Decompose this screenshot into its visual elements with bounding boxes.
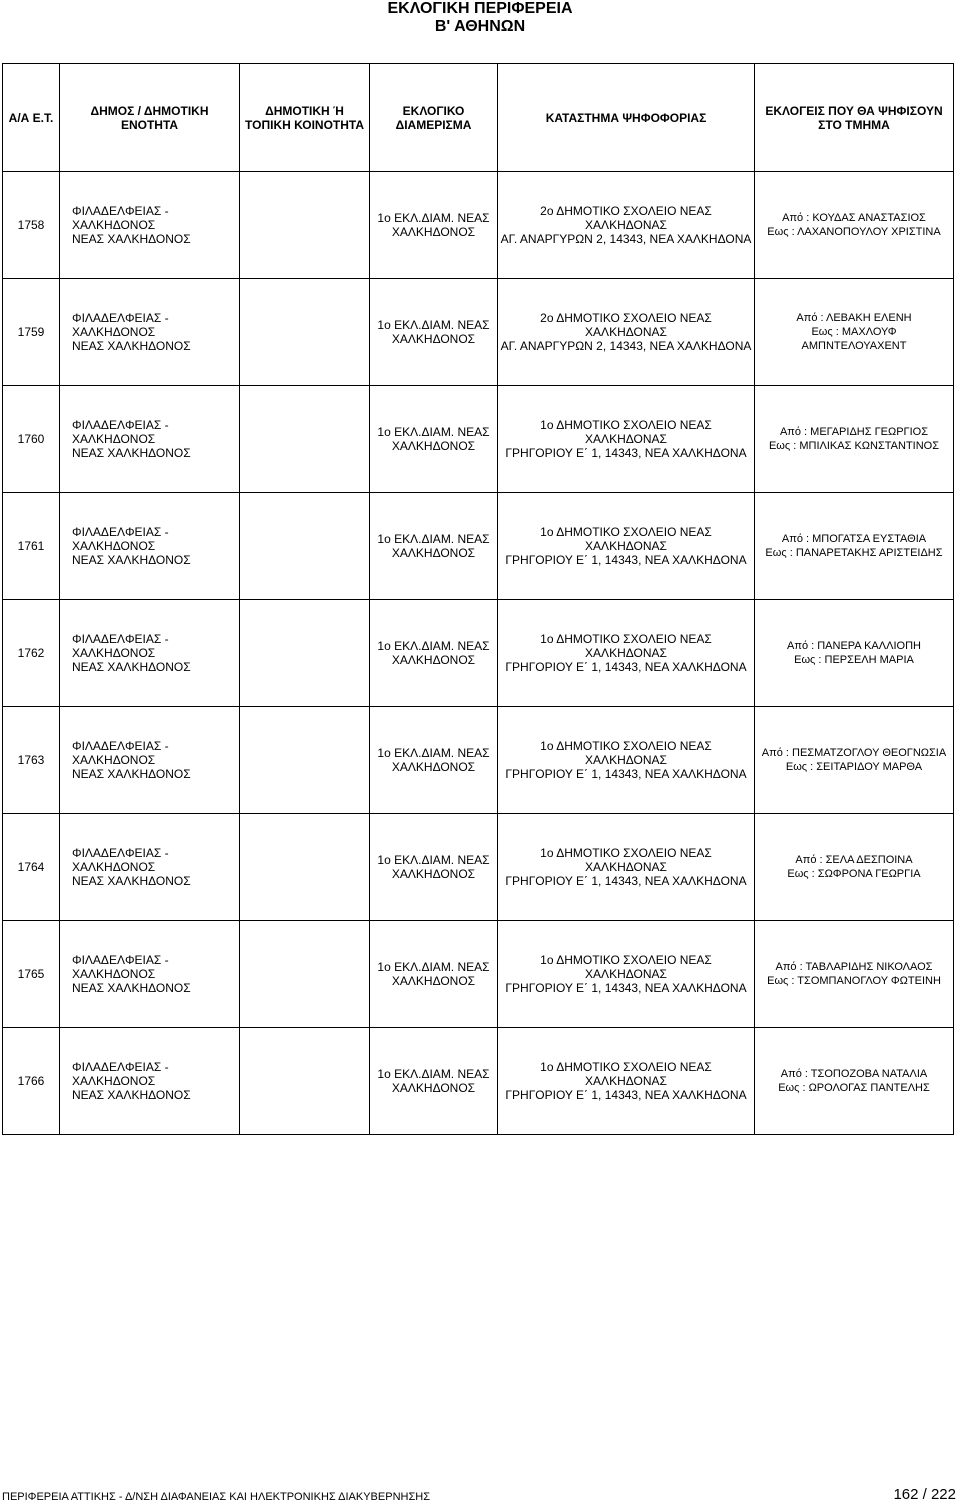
- voters-line: Από : ΜΕΓΑΡΙΔΗΣ ΓΕΩΡΓΙΟΣ: [779, 426, 929, 438]
- table-header-row: [3, 64, 954, 172]
- cell-community: [240, 493, 370, 600]
- voters-line: Εως : ΛΑΧΑΝΟΠΟΥΛΟΥ ΧΡΙΣΤΙΝΑ: [767, 226, 941, 238]
- table-row: [3, 1028, 954, 1135]
- cell-district: [370, 707, 498, 814]
- cell-station: [498, 279, 755, 386]
- district-line: 1ο ΕΚΛ.ΔΙΑΜ. ΝΕΑΣ: [377, 746, 490, 760]
- station-line: ΓΡΗΓΟΡΙΟΥ Ε΄ 1, 14343, ΝΕΑ ΧΑΛΚΗΔΟΝΑ: [505, 874, 747, 888]
- voters-line: Εως : ΩΡΟΛΟΓΑΣ ΠΑΝΤΕΛΗΣ: [778, 1082, 930, 1094]
- municipality-line: ΦΙΛΑΔΕΛΦΕΙΑΣ -: [72, 846, 169, 860]
- footer-organization: ΠΕΡΙΦΕΡΕΙΑ ΑΤΤΙΚΗΣ - Δ/ΝΣΗ ΔΙΑΦΑΝΕΙΑΣ ΚΑΙ ΗΛΕΚΤΡΟΝΙΚΗΣ ΔΙΑΚΥΒΕΡΝΗΣΗΣ: [2, 1491, 431, 1503]
- column-header-station: ΚΑΤΑΣΤΗΜΑ ΨΗΦΟΦΟΡΙΑΣ: [498, 64, 755, 172]
- municipality-line: ΦΙΛΑΔΕΛΦΕΙΑΣ -: [72, 1060, 169, 1074]
- cell-index: 1762: [3, 600, 60, 707]
- cell-district: [370, 921, 498, 1028]
- cell-district: [370, 1028, 498, 1135]
- station-line: 1ο ΔΗΜΟΤΙΚΟ ΣΧΟΛΕΙΟ ΝΕΑΣ: [540, 418, 712, 432]
- cell-district: [370, 279, 498, 386]
- municipality-line: ΝΕΑΣ ΧΑΛΚΗΔΟΝΟΣ: [72, 232, 191, 246]
- cell-district: [370, 493, 498, 600]
- district-line: 1ο ΕΚΛ.ΔΙΑΜ. ΝΕΑΣ: [377, 532, 490, 546]
- station-line: 2ο ΔΗΜΟΤΙΚΟ ΣΧΟΛΕΙΟ ΝΕΑΣ: [540, 311, 712, 325]
- voters-line: ΑΜΠΝΤΕΛΟΥΑΧΕΝΤ: [801, 340, 907, 352]
- cell-station: [498, 493, 755, 600]
- voters-line: Εως : ΤΣΟΜΠΑΝΟΓΛΟΥ ΦΩΤΕΙΝΗ: [767, 975, 941, 987]
- station-line: ΓΡΗΓΟΡΙΟΥ Ε΄ 1, 14343, ΝΕΑ ΧΑΛΚΗΔΟΝΑ: [505, 981, 747, 995]
- table-row: [3, 707, 954, 814]
- municipality-line: ΦΙΛΑΔΕΛΦΕΙΑΣ -: [72, 525, 169, 539]
- municipality-line: ΧΑΛΚΗΔΟΝΟΣ: [72, 1074, 156, 1088]
- voters-line: Εως : ΜΠΙΛΙΚΑΣ ΚΩΝΣΤΑΝΤΙΝΟΣ: [768, 440, 940, 452]
- station-line: ΓΡΗΓΟΡΙΟΥ Ε΄ 1, 14343, ΝΕΑ ΧΑΛΚΗΔΟΝΑ: [505, 446, 747, 460]
- station-line: ΧΑΛΚΗΔΟΝΑΣ: [585, 967, 667, 981]
- cell-district: [370, 172, 498, 279]
- cell-district: [370, 600, 498, 707]
- municipality-line: ΧΑΛΚΗΔΟΝΟΣ: [72, 967, 156, 981]
- district-line: ΧΑΛΚΗΔΟΝΟΣ: [391, 653, 476, 667]
- voters-line: Από : ΤΑΒΛΑΡΙΔΗΣ ΝΙΚΟΛΑΟΣ: [775, 961, 933, 973]
- municipality-line: ΦΙΛΑΔΕΛΦΕΙΑΣ -: [72, 418, 169, 432]
- table-row: [3, 279, 954, 386]
- station-line: 1ο ΔΗΜΟΤΙΚΟ ΣΧΟΛΕΙΟ ΝΕΑΣ: [540, 846, 712, 860]
- cell-index: 1758: [3, 172, 60, 279]
- station-line: ΓΡΗΓΟΡΙΟΥ Ε΄ 1, 14343, ΝΕΑ ΧΑΛΚΗΔΟΝΑ: [505, 767, 747, 781]
- municipality-line: ΝΕΑΣ ΧΑΛΚΗΔΟΝΟΣ: [72, 767, 191, 781]
- cell-community: [240, 814, 370, 921]
- cell-station: [498, 707, 755, 814]
- cell-index: 1763: [3, 707, 60, 814]
- cell-voters: [755, 600, 954, 707]
- column-header-municipality: ΔΗΜΟΣ / ΔΗΜΟΤΙΚΗ ΕΝΟΤΗΤΑ: [60, 64, 240, 172]
- voters-line: Εως : ΣΕΙΤΑΡΙΔΟΥ ΜΑΡΘΑ: [785, 761, 923, 773]
- cell-voters: [755, 493, 954, 600]
- voters-line: Από : ΠΑΝΕΡΑ ΚΑΛΛΙΟΠΗ: [787, 640, 921, 652]
- municipality-line: ΧΑΛΚΗΔΟΝΟΣ: [72, 860, 156, 874]
- district-line: 1ο ΕΚΛ.ΔΙΑΜ. ΝΕΑΣ: [377, 211, 490, 225]
- station-line: 1ο ΔΗΜΟΤΙΚΟ ΣΧΟΛΕΙΟ ΝΕΑΣ: [540, 1060, 712, 1074]
- district-line: 1ο ΕΚΛ.ΔΙΑΜ. ΝΕΑΣ: [377, 960, 490, 974]
- cell-community: [240, 707, 370, 814]
- cell-station: [498, 1028, 755, 1135]
- station-line: 1ο ΔΗΜΟΤΙΚΟ ΣΧΟΛΕΙΟ ΝΕΑΣ: [540, 953, 712, 967]
- voters-line: Εως : ΠΑΝΑΡΕΤΑΚΗΣ ΑΡΙΣΤΕΙΔΗΣ: [765, 547, 943, 559]
- cell-voters: [755, 386, 954, 493]
- municipality-line: ΧΑΛΚΗΔΟΝΟΣ: [72, 325, 156, 339]
- municipality-line: ΝΕΑΣ ΧΑΛΚΗΔΟΝΟΣ: [72, 553, 191, 567]
- cell-municipality: [60, 279, 240, 386]
- cell-community: [240, 600, 370, 707]
- municipality-line: ΧΑΛΚΗΔΟΝΟΣ: [72, 539, 156, 553]
- document-title: ΕΚΛΟΓΙΚΗ ΠΕΡΙΦΕΡΕΙΑ: [387, 0, 573, 17]
- station-line: ΑΓ. ΑΝΑΡΓΥΡΩΝ 2, 14343, ΝΕΑ ΧΑΛΚΗΔΟΝΑ: [500, 232, 752, 246]
- cell-index: 1766: [3, 1028, 60, 1135]
- table-row: [3, 386, 954, 493]
- municipality-line: ΦΙΛΑΔΕΛΦΕΙΑΣ -: [72, 739, 169, 753]
- polling-stations-table: [2, 63, 954, 1135]
- cell-municipality: [60, 386, 240, 493]
- station-line: 2ο ΔΗΜΟΤΙΚΟ ΣΧΟΛΕΙΟ ΝΕΑΣ: [540, 204, 712, 218]
- column-header-voters: ΕΚΛΟΓΕΙΣ ΠΟΥ ΘΑ ΨΗΦΙΣΟΥΝ ΣΤΟ ΤΜΗΜΑ: [755, 64, 954, 172]
- cell-index: 1760: [3, 386, 60, 493]
- column-header-district: ΕΚΛΟΓΙΚΟ ΔΙΑΜΕΡΙΣΜΑ: [370, 64, 498, 172]
- district-line: ΧΑΛΚΗΔΟΝΟΣ: [391, 439, 476, 453]
- cell-voters: [755, 707, 954, 814]
- cell-community: [240, 172, 370, 279]
- station-line: 1ο ΔΗΜΟΤΙΚΟ ΣΧΟΛΕΙΟ ΝΕΑΣ: [540, 739, 712, 753]
- cell-voters: [755, 814, 954, 921]
- station-line: ΧΑΛΚΗΔΟΝΑΣ: [585, 539, 667, 553]
- cell-index: 1765: [3, 921, 60, 1028]
- station-line: ΧΑΛΚΗΔΟΝΑΣ: [585, 432, 667, 446]
- station-line: 1ο ΔΗΜΟΤΙΚΟ ΣΧΟΛΕΙΟ ΝΕΑΣ: [540, 525, 712, 539]
- district-line: 1ο ΕΚΛ.ΔΙΑΜ. ΝΕΑΣ: [377, 425, 490, 439]
- station-line: ΧΑΛΚΗΔΟΝΑΣ: [585, 1074, 667, 1088]
- district-line: 1ο ΕΚΛ.ΔΙΑΜ. ΝΕΑΣ: [377, 853, 490, 867]
- table-row: [3, 921, 954, 1028]
- voters-line: Εως : ΠΕΡΣΕΛΗ ΜΑΡΙΑ: [794, 654, 914, 666]
- voters-line: Από : ΛΕΒΑΚΗ ΕΛΕΝΗ: [796, 312, 912, 324]
- municipality-line: ΝΕΑΣ ΧΑΛΚΗΔΟΝΟΣ: [72, 981, 191, 995]
- cell-district: [370, 814, 498, 921]
- cell-voters: [755, 172, 954, 279]
- cell-index: 1764: [3, 814, 60, 921]
- station-line: ΑΓ. ΑΝΑΡΓΥΡΩΝ 2, 14343, ΝΕΑ ΧΑΛΚΗΔΟΝΑ: [500, 339, 752, 353]
- cell-municipality: [60, 1028, 240, 1135]
- station-line: ΧΑΛΚΗΔΟΝΑΣ: [585, 218, 667, 232]
- cell-voters: [755, 921, 954, 1028]
- cell-community: [240, 279, 370, 386]
- station-line: ΧΑΛΚΗΔΟΝΑΣ: [585, 646, 667, 660]
- cell-municipality: [60, 493, 240, 600]
- voters-line: Εως : ΜΑΧΛΟΥΦ: [811, 326, 897, 338]
- station-line: ΧΑΛΚΗΔΟΝΑΣ: [585, 753, 667, 767]
- municipality-line: ΦΙΛΑΔΕΛΦΕΙΑΣ -: [72, 632, 169, 646]
- table-row: [3, 493, 954, 600]
- table-row: [3, 172, 954, 279]
- cell-municipality: [60, 921, 240, 1028]
- cell-station: [498, 386, 755, 493]
- cell-station: [498, 814, 755, 921]
- district-line: ΧΑΛΚΗΔΟΝΟΣ: [391, 225, 476, 239]
- station-line: 1ο ΔΗΜΟΤΙΚΟ ΣΧΟΛΕΙΟ ΝΕΑΣ: [540, 632, 712, 646]
- voters-line: Εως : ΣΩΦΡΟΝΑ ΓΕΩΡΓΙΑ: [787, 868, 921, 880]
- district-line: 1ο ΕΚΛ.ΔΙΑΜ. ΝΕΑΣ: [377, 1067, 490, 1081]
- municipality-line: ΧΑΛΚΗΔΟΝΟΣ: [72, 646, 156, 660]
- municipality-line: ΦΙΛΑΔΕΛΦΕΙΑΣ -: [72, 204, 169, 218]
- district-line: ΧΑΛΚΗΔΟΝΟΣ: [391, 546, 476, 560]
- district-line: 1ο ΕΚΛ.ΔΙΑΜ. ΝΕΑΣ: [377, 318, 490, 332]
- cell-community: [240, 386, 370, 493]
- station-line: ΓΡΗΓΟΡΙΟΥ Ε΄ 1, 14343, ΝΕΑ ΧΑΛΚΗΔΟΝΑ: [505, 1088, 747, 1102]
- municipality-line: ΧΑΛΚΗΔΟΝΟΣ: [72, 218, 156, 232]
- voters-line: Από : ΚΟΥΔΑΣ ΑΝΑΣΤΑΣΙΟΣ: [782, 212, 926, 224]
- district-line: 1ο ΕΚΛ.ΔΙΑΜ. ΝΕΑΣ: [377, 639, 490, 653]
- municipality-line: ΝΕΑΣ ΧΑΛΚΗΔΟΝΟΣ: [72, 660, 191, 674]
- cell-municipality: [60, 600, 240, 707]
- district-line: ΧΑΛΚΗΔΟΝΟΣ: [391, 974, 476, 988]
- cell-municipality: [60, 814, 240, 921]
- table-row: [3, 600, 954, 707]
- municipality-line: ΧΑΛΚΗΔΟΝΟΣ: [72, 753, 156, 767]
- municipality-line: ΦΙΛΑΔΕΛΦΕΙΑΣ -: [72, 953, 169, 967]
- municipality-line: ΝΕΑΣ ΧΑΛΚΗΔΟΝΟΣ: [72, 1088, 191, 1102]
- page-number: 162 / 222: [893, 1486, 956, 1503]
- voters-line: Από : ΠΕΣΜΑΤΖΟΓΛΟΥ ΘΕΟΓΝΩΣΙΑ: [761, 747, 947, 759]
- municipality-line: ΦΙΛΑΔΕΛΦΕΙΑΣ -: [72, 311, 169, 325]
- cell-voters: [755, 1028, 954, 1135]
- cell-index: 1761: [3, 493, 60, 600]
- district-line: ΧΑΛΚΗΔΟΝΟΣ: [391, 332, 476, 346]
- cell-index: 1759: [3, 279, 60, 386]
- district-line: ΧΑΛΚΗΔΟΝΟΣ: [391, 867, 476, 881]
- voters-line: Από : ΤΣΟΠΟΖΟΒΑ ΝΑΤΑΛΙΑ: [780, 1068, 928, 1080]
- cell-station: [498, 172, 755, 279]
- cell-municipality: [60, 707, 240, 814]
- voters-line: Από : ΣΕΛΑ ΔΕΣΠΟΙΝΑ: [795, 854, 913, 866]
- station-line: ΧΑΛΚΗΔΟΝΑΣ: [585, 325, 667, 339]
- cell-station: [498, 921, 755, 1028]
- cell-station: [498, 600, 755, 707]
- municipality-line: ΝΕΑΣ ΧΑΛΚΗΔΟΝΟΣ: [72, 446, 191, 460]
- district-line: ΧΑΛΚΗΔΟΝΟΣ: [391, 760, 476, 774]
- station-line: ΓΡΗΓΟΡΙΟΥ Ε΄ 1, 14343, ΝΕΑ ΧΑΛΚΗΔΟΝΑ: [505, 660, 747, 674]
- district-line: ΧΑΛΚΗΔΟΝΟΣ: [391, 1081, 476, 1095]
- municipality-line: ΝΕΑΣ ΧΑΛΚΗΔΟΝΟΣ: [72, 339, 191, 353]
- municipality-line: ΧΑΛΚΗΔΟΝΟΣ: [72, 432, 156, 446]
- document-subtitle: Β' ΑΘΗΝΩΝ: [434, 18, 526, 35]
- column-header-index: Α/Α Ε.Τ.: [3, 64, 60, 172]
- table-row: [3, 814, 954, 921]
- column-header-community: ΔΗΜΟΤΙΚΗ Ή ΤΟΠΙΚΗ ΚΟΙΝΟΤΗΤΑ: [240, 64, 370, 172]
- station-line: ΧΑΛΚΗΔΟΝΑΣ: [585, 860, 667, 874]
- cell-community: [240, 921, 370, 1028]
- cell-district: [370, 386, 498, 493]
- station-line: ΓΡΗΓΟΡΙΟΥ Ε΄ 1, 14343, ΝΕΑ ΧΑΛΚΗΔΟΝΑ: [505, 553, 747, 567]
- voters-line: Από : ΜΠΟΓΑΤΣΑ ΕΥΣΤΑΘΙΑ: [781, 533, 927, 545]
- cell-voters: [755, 279, 954, 386]
- municipality-line: ΝΕΑΣ ΧΑΛΚΗΔΟΝΟΣ: [72, 874, 191, 888]
- cell-community: [240, 1028, 370, 1135]
- cell-municipality: [60, 172, 240, 279]
